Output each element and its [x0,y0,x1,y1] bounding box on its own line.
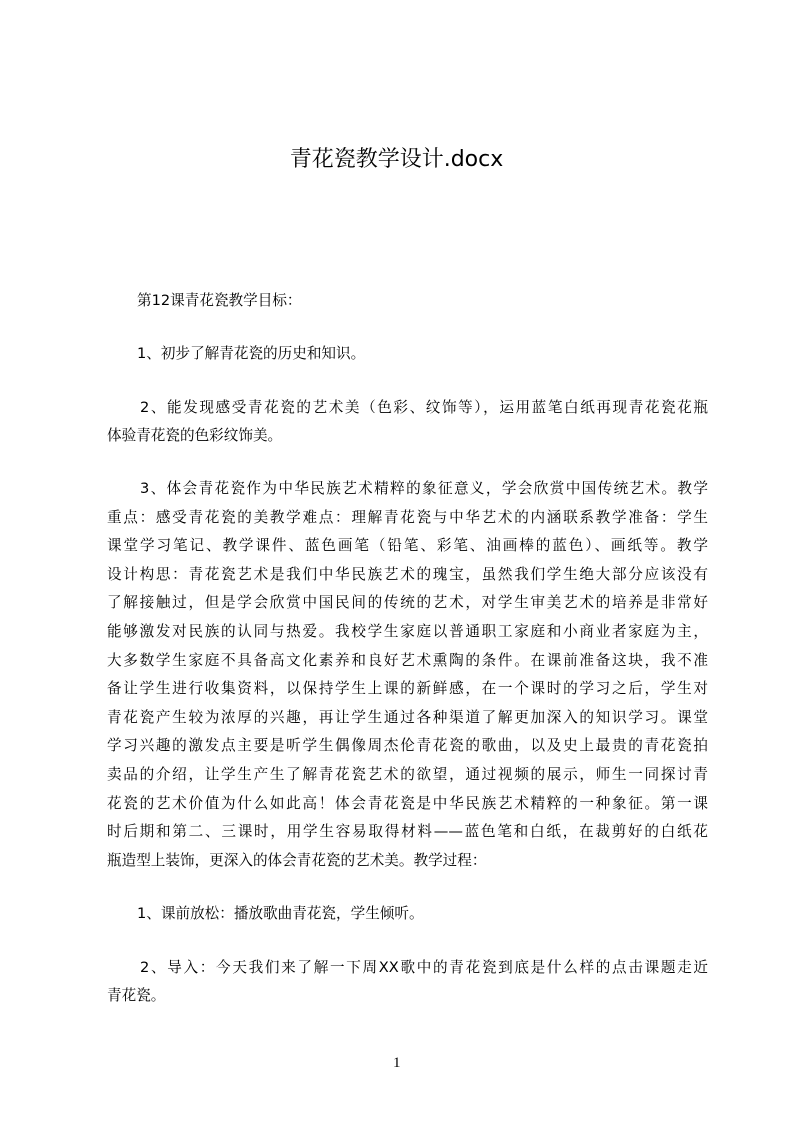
objective-3-line: 能够激发对民族的认同与热爱。我校学生家庭以普通职工家庭和小商业者家庭为主， [107,623,708,640]
objective-3-line: 大多数学生家庭不具备高文化素养和良好艺术熏陶的条件。在课前准备这块，我不准 [107,652,708,669]
page-number: 1 [393,1055,401,1071]
objective-3-line: 备让学生进行收集资料，以保持学生上课的新鲜感，在一个课时的学习之后，学生对 [107,680,708,697]
step-2-line: 2、导入：今天我们来了解一下周XX歌中的青花瓷到底是什么样的点击课题走近 [140,959,708,976]
objective-3-line: 设计构思：青花瓷艺术是我们中华民族艺术的瑰宝，虽然我们学生绝大部分应该没有 [107,566,708,583]
objective-3-line: 课堂学习笔记、教学课件、蓝色画笔（铅笔、彩笔、油画棒的蓝色）、画纸等。教学 [107,537,708,554]
document-title: 青花瓷教学设计.docx [289,147,504,172]
objective-1: 1、初步了解青花瓷的历史和知识。 [137,345,366,362]
objective-3-line: 时后期和第二、三课时，用学生容易取得材料——蓝色笔和白纸，在裁剪好的白纸花 [107,823,708,840]
step-1: 1、课前放松：播放歌曲青花瓷，学生倾听。 [137,905,424,922]
objective-3-line: 花瓷的艺术价值为什么如此高！体会青花瓷是中华民族艺术精粹的一种象征。第一课 [107,795,708,812]
objective-3-line: 学习兴趣的激发点主要是听学生偶像周杰伦青花瓷的歌曲，以及史上最贵的青花瓷拍 [107,737,708,754]
objective-3-line: 了解接触过，但是学会欣赏中国民间的传统的艺术，对学生审美艺术的培养是非常好 [107,594,708,611]
objective-2-line: 体验青花瓷的色彩纹饰美。 [107,427,283,444]
section-heading: 第12课青花瓷教学目标： [137,292,302,309]
objective-3-line: 重点：感受青花瓷的美教学难点：理解青花瓷与中华艺术的内涵联系教学准备：学生 [107,509,708,526]
objective-3-line: 卖品的介绍，让学生产生了解青花瓷艺术的欲望，通过视频的展示，师生一同探讨青 [107,766,708,783]
objective-3-line: 3、体会青花瓷作为中华民族艺术精粹的象征意义，学会欣赏中国传统艺术。教学 [140,480,708,497]
objective-2-line: 2、能发现感受青花瓷的艺术美（色彩、纹饰等），运用蓝笔白纸再现青花瓷花瓶 [140,399,708,416]
step-2-line: 青花瓷。 [107,987,166,1004]
objective-3-line: 青花瓷产生较为浓厚的兴趣，再让学生通过各种渠道了解更加深入的知识学习。课堂 [107,709,708,726]
objective-3-line: 瓶造型上装饰，更深入的体会青花瓷的艺术美。教学过程： [107,852,487,869]
